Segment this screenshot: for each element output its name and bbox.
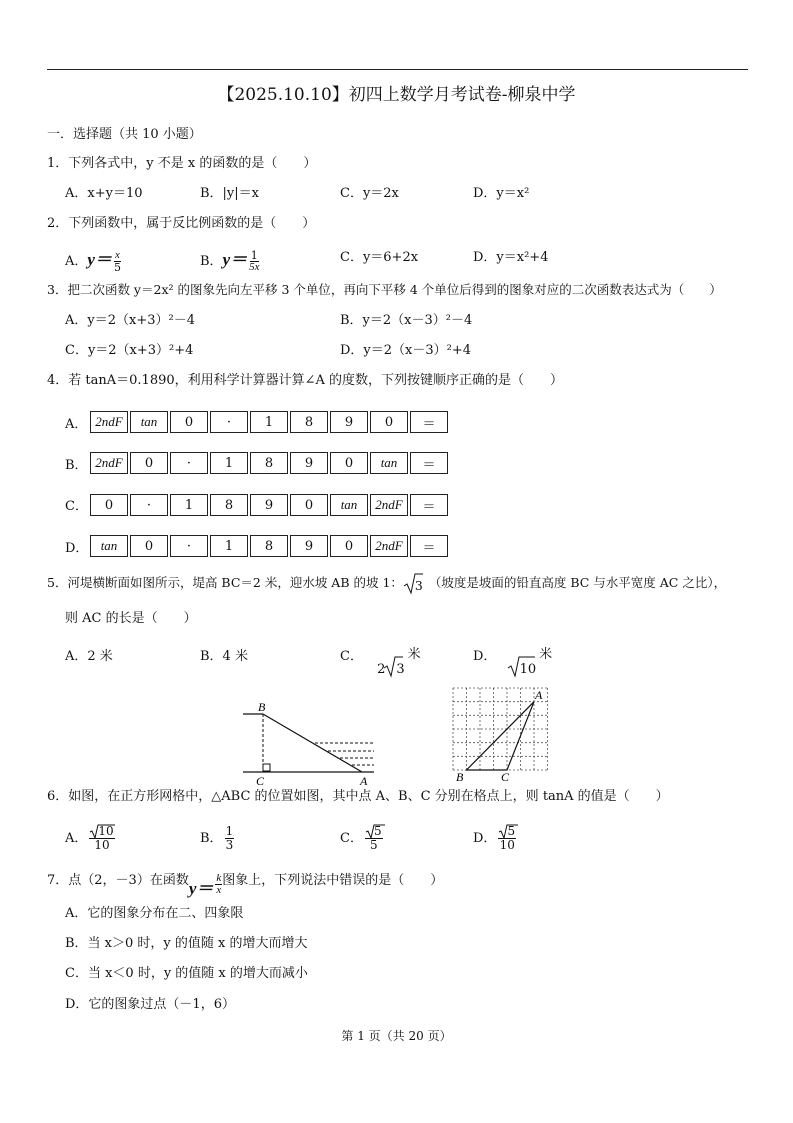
q5-option-d: D． 10米 bbox=[473, 647, 553, 677]
q3-option-c: C．y＝2（x+3）²+4 bbox=[65, 343, 194, 358]
calculator-key: ＝ bbox=[410, 494, 448, 516]
calculator-key: 9 bbox=[250, 494, 288, 516]
calculator-key: 0 bbox=[130, 535, 168, 557]
calculator-key: tan bbox=[370, 452, 408, 474]
radical-icon bbox=[383, 656, 403, 678]
calculator-key: · bbox=[170, 452, 208, 474]
q2-stem: 2．下列函数中，属于反比例函数的是（ ） bbox=[47, 216, 316, 231]
calculator-key: 0 bbox=[330, 535, 368, 557]
radical-icon bbox=[365, 824, 385, 839]
page-footer: 第 1 页（共 20 页） bbox=[341, 1029, 452, 1043]
calculator-key: 8 bbox=[250, 452, 288, 474]
q7-option-a: A．它的图象分布在二、四象限 bbox=[65, 906, 244, 921]
header-rule bbox=[47, 69, 748, 70]
embankment-figure bbox=[240, 695, 380, 787]
calculator-key: 1 bbox=[210, 452, 248, 474]
q7-stem: 7．点（2，－3）在函数y＝ $\frac{k}{x}$ 图象上，下列说法中错误的是（ ） bbox=[47, 872, 444, 898]
page-title: 【2025.10.10】初四上数学月考试卷-柳泉中学 bbox=[217, 85, 576, 105]
calculator-key: 8 bbox=[250, 535, 288, 557]
point-a-label: A bbox=[535, 688, 543, 702]
q7-option-d: D．它的图象过点（－1，6） bbox=[65, 997, 235, 1012]
calculator-key: · bbox=[210, 411, 248, 433]
calculator-key: 2ndF bbox=[90, 452, 128, 474]
q3-stem: 3．把二次函数 y＝2x² 的图象先向左平移 3 个单位，再向下平移 4 个单位后得到的图象对应的二次函数表达式为（ ） bbox=[47, 282, 722, 297]
grid-triangle-figure bbox=[448, 685, 554, 785]
point-a-label: A bbox=[360, 774, 368, 787]
calculator-key: 0 bbox=[290, 494, 328, 516]
calculator-key: · bbox=[170, 535, 208, 557]
q4-stem: 4．若 tanA＝0.1890，利用科学计算器计算∠A 的度数，下列按键顺序正确的是（ ） bbox=[47, 373, 564, 388]
q4-option-d-keys bbox=[90, 535, 450, 557]
calculator-key: 1 bbox=[170, 494, 208, 516]
q1-stem: 1．下列各式中，y 不是 x 的函数的是（ ） bbox=[47, 156, 317, 171]
q6-option-c: C． $\frac{5}{5}$ bbox=[340, 825, 383, 852]
q4-option-b-keys bbox=[90, 452, 450, 474]
radical-icon bbox=[498, 824, 518, 839]
calculator-key: ＝ bbox=[410, 535, 448, 557]
calculator-key: 0 bbox=[370, 411, 408, 433]
q3-option-d: D．y＝2（x－3）²+4 bbox=[340, 343, 472, 358]
radical-icon bbox=[507, 656, 535, 678]
q1-option-d: D．y＝x² bbox=[473, 186, 530, 201]
q4-option-c-keys bbox=[90, 494, 450, 516]
q7-option-c: C．当 x＜0 时，y 的值随 x 的增大而减小 bbox=[65, 966, 308, 981]
q1-option-c: C．y＝2x bbox=[340, 186, 399, 201]
q4-option-a-keys bbox=[90, 411, 450, 433]
calculator-key: 1 bbox=[250, 411, 288, 433]
q2-option-c: C．y＝6+2x bbox=[340, 250, 419, 265]
calculator-key: 9 bbox=[330, 411, 368, 433]
q2-option-b: B．y＝ $\frac{1}{5x}$ bbox=[200, 249, 260, 273]
calculator-key: 9 bbox=[290, 452, 328, 474]
calculator-key: tan bbox=[330, 494, 368, 516]
q4-option-c-label: C． bbox=[65, 499, 88, 514]
point-c-label: C bbox=[501, 770, 510, 784]
q7-option-b: B．当 x＞0 时，y 的值随 x 的增大而增大 bbox=[65, 936, 308, 951]
calculator-key: 0 bbox=[330, 452, 368, 474]
point-b-label: B bbox=[258, 700, 266, 714]
calculator-key: 9 bbox=[290, 535, 328, 557]
point-b-label: B bbox=[456, 770, 464, 784]
calculator-key: 8 bbox=[290, 411, 328, 433]
calculator-key: 2ndF bbox=[370, 494, 408, 516]
calculator-key: 0 bbox=[170, 411, 208, 433]
calculator-key: ＝ bbox=[410, 452, 448, 474]
q5-stem-line2: 则 AC 的长是（ ） bbox=[65, 611, 197, 626]
q1-option-b: B．|y|＝x bbox=[200, 186, 259, 201]
q4-option-a-label: A． bbox=[65, 417, 88, 432]
point-c-label: C bbox=[256, 774, 265, 787]
q5-option-b: B．4 米 bbox=[200, 649, 248, 664]
calculator-key: 1 bbox=[210, 535, 248, 557]
q4-option-d-label: D． bbox=[65, 541, 89, 556]
calculator-key: 0 bbox=[90, 494, 128, 516]
q5-option-a: A．2 米 bbox=[65, 649, 113, 664]
calculator-key: 2ndF bbox=[370, 535, 408, 557]
q4-option-b-label: B． bbox=[65, 458, 88, 473]
q2-option-d: D．y＝x²+4 bbox=[473, 250, 549, 265]
calculator-key: 0 bbox=[130, 452, 168, 474]
q5-stem: 5．河堤横断面如图所示，堤高 BC＝2 米，迎水坡 AB 的坡 1： 3 （坡度是坡面的铅直高度 BC 与水平宽度 AC 之比）， bbox=[47, 575, 727, 593]
q2-option-a: A．y＝ $\frac{x}{5}$ bbox=[65, 249, 121, 274]
calculator-key: 2ndF bbox=[90, 411, 128, 433]
section-heading: 一．选择题（共 10 小题） bbox=[47, 127, 202, 142]
calculator-key: · bbox=[130, 494, 168, 516]
q6-stem: 6．如图，在正方形网格中，△ABC 的位置如图，其中点 A、B、C 分别在格点上，则 tanA 的值是（ ） bbox=[47, 789, 669, 804]
q6-option-a: A． $\frac{10}{10}$ bbox=[65, 824, 114, 852]
radical-icon bbox=[89, 824, 115, 839]
calculator-key: tan bbox=[130, 411, 168, 433]
calculator-key: ＝ bbox=[410, 411, 448, 433]
q6-option-b: B． $\frac{1}{3}$ bbox=[200, 824, 234, 852]
q5-option-c: C． 2 3米 bbox=[340, 647, 421, 677]
q1-option-a: A．x+y＝10 bbox=[65, 186, 143, 201]
q3-option-b: B．y＝2（x－3）²－4 bbox=[340, 313, 473, 328]
q6-option-d: D． $\frac{5}{10}$ bbox=[473, 825, 516, 852]
calculator-key: 8 bbox=[210, 494, 248, 516]
q3-option-a: A．y＝2（x+3）²－4 bbox=[65, 313, 195, 328]
calculator-key: tan bbox=[90, 535, 128, 557]
